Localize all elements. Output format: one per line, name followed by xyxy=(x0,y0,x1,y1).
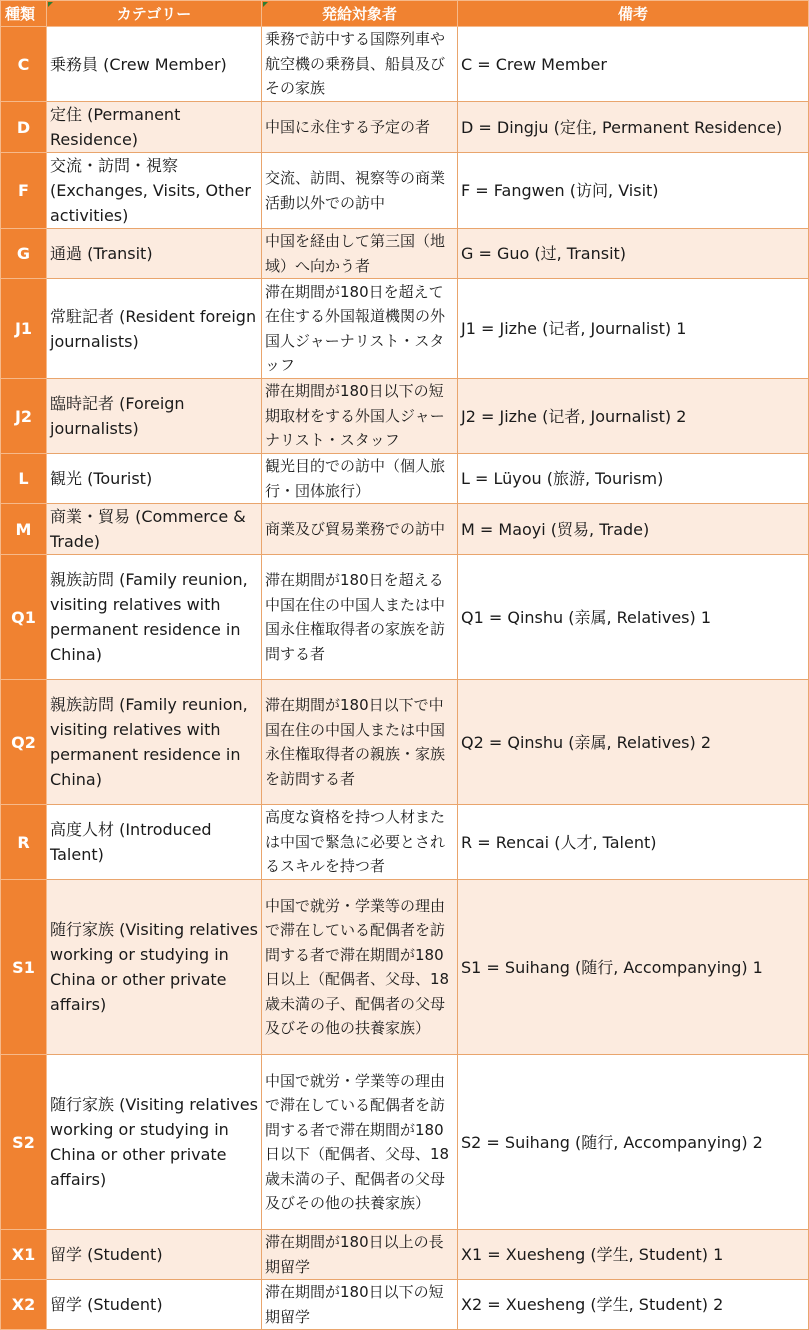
visa-note: L = Lüyou (旅游, Tourism) xyxy=(458,454,809,504)
visa-code: S1 xyxy=(1,880,47,1055)
visa-note: S2 = Suihang (随行, Accompanying) 2 xyxy=(458,1055,809,1230)
table-row xyxy=(1,279,809,379)
table-row xyxy=(1,27,809,102)
visa-target: 中国を経由して第三国（地域）へ向かう者 xyxy=(262,229,458,279)
table-row xyxy=(1,805,809,880)
visa-note: M = Maoyi (贸易, Trade) xyxy=(458,504,809,555)
visa-note: J2 = Jizhe (记者, Journalist) 2 xyxy=(458,379,809,454)
visa-note: D = Dingju (定住, Permanent Residence) xyxy=(458,102,809,153)
cell-marker-icon xyxy=(263,2,268,7)
cell-marker-icon xyxy=(48,2,53,7)
visa-code: X1 xyxy=(1,1230,47,1280)
visa-code: F xyxy=(1,153,47,229)
visa-code: J2 xyxy=(1,379,47,454)
table-row xyxy=(1,1055,809,1230)
visa-code: M xyxy=(1,504,47,555)
visa-note: C = Crew Member xyxy=(458,27,809,102)
visa-target: 滞在期間が180日以上の長期留学 xyxy=(262,1230,458,1280)
visa-target: 交流、訪問、視察等の商業活動以外での訪中 xyxy=(262,153,458,229)
visa-category: 留学 (Student) xyxy=(47,1230,262,1280)
visa-note: X1 = Xuesheng (学生, Student) 1 xyxy=(458,1230,809,1280)
visa-target: 滞在期間が180日以下で中国在住の中国人または中国永住権取得者の親族・家族を訪問する者 xyxy=(262,680,458,805)
visa-category: 高度人材 (Introduced Talent) xyxy=(47,805,262,880)
visa-category: 常駐記者 (Resident foreign journalists) xyxy=(47,279,262,379)
visa-code: R xyxy=(1,805,47,880)
header-note: 備考 xyxy=(458,1,809,27)
table-row xyxy=(1,680,809,805)
table-row xyxy=(1,504,809,555)
visa-category: 定住 (Permanent Residence) xyxy=(47,102,262,153)
table-row xyxy=(1,1230,809,1280)
visa-category: 乗務員 (Crew Member) xyxy=(47,27,262,102)
visa-category: 随行家族 (Visiting relatives working or studying in China or other private affairs) xyxy=(47,1055,262,1230)
visa-code: Q2 xyxy=(1,680,47,805)
visa-target: 観光目的での訪中（個人旅行・団体旅行） xyxy=(262,454,458,504)
visa-code: X2 xyxy=(1,1280,47,1330)
header-target xyxy=(262,1,458,27)
header-category xyxy=(47,1,262,27)
header-category-label: カテゴリー xyxy=(116,5,192,23)
table-row xyxy=(1,102,809,153)
header-target-label: 発給対象者 xyxy=(321,5,397,23)
visa-target: 中国で就労・学業等の理由で滞在している配偶者を訪問する者で滞在期間が180日以下（配偶者、父母、18歳未満の子、配偶者の父母及びその他の扶養家族） xyxy=(262,1055,458,1230)
visa-target: 滞在期間が180日以下の短期取材をする外国人ジャーナリスト・スタッフ xyxy=(262,379,458,454)
visa-category: 臨時記者 (Foreign journalists) xyxy=(47,379,262,454)
table-row xyxy=(1,153,809,229)
visa-category: 留学 (Student) xyxy=(47,1280,262,1330)
visa-target: 商業及び貿易業務での訪中 xyxy=(262,504,458,555)
visa-note: R = Rencai (人才, Talent) xyxy=(458,805,809,880)
visa-code: J1 xyxy=(1,279,47,379)
table-row xyxy=(1,229,809,279)
visa-note: X2 = Xuesheng (学生, Student) 2 xyxy=(458,1280,809,1330)
visa-target: 滞在期間が180日を超える中国在住の中国人または中国永住権取得者の家族を訪問する者 xyxy=(262,555,458,680)
table-row xyxy=(1,880,809,1055)
table-row xyxy=(1,454,809,504)
visa-target: 滞在期間が180日を超えて在住する外国報道機関の外国人ジャーナリスト・スタッフ xyxy=(262,279,458,379)
visa-note: F = Fangwen (访问, Visit) xyxy=(458,153,809,229)
visa-code: G xyxy=(1,229,47,279)
visa-target: 滞在期間が180日以下の短期留学 xyxy=(262,1280,458,1330)
visa-note: J1 = Jizhe (记者, Journalist) 1 xyxy=(458,279,809,379)
visa-note: Q2 = Qinshu (亲属, Relatives) 2 xyxy=(458,680,809,805)
visa-code: S2 xyxy=(1,1055,47,1230)
visa-target: 乗務で訪中する国際列車や航空機の乗務員、船員及びその家族 xyxy=(262,27,458,102)
visa-code: D xyxy=(1,102,47,153)
header-kind: 種類 xyxy=(1,1,47,27)
visa-note: Q1 = Qinshu (亲属, Relatives) 1 xyxy=(458,555,809,680)
visa-category: 随行家族 (Visiting relatives working or studying in China or other private affairs) xyxy=(47,880,262,1055)
visa-target: 中国に永住する予定の者 xyxy=(262,102,458,153)
table-row xyxy=(1,379,809,454)
visa-category: 親族訪問 (Family reunion, visiting relatives with permanent residence in China) xyxy=(47,555,262,680)
table-header-row xyxy=(1,1,809,27)
table-row xyxy=(1,1280,809,1330)
visa-code: L xyxy=(1,454,47,504)
visa-note: G = Guo (过, Transit) xyxy=(458,229,809,279)
visa-target: 高度な資格を持つ人材または中国で緊急に必要とされるスキルを持つ者 xyxy=(262,805,458,880)
visa-category: 通過 (Transit) xyxy=(47,229,262,279)
visa-code: C xyxy=(1,27,47,102)
visa-category: 交流・訪問・視察 (Exchanges, Visits, Other activities) xyxy=(47,153,262,229)
visa-category: 観光 (Tourist) xyxy=(47,454,262,504)
table-row xyxy=(1,555,809,680)
visa-note: S1 = Suihang (随行, Accompanying) 1 xyxy=(458,880,809,1055)
visa-target: 中国で就労・学業等の理由で滞在している配偶者を訪問する者で滞在期間が180日以上（配偶者、父母、18歳未満の子、配偶者の父母及びその他の扶養家族） xyxy=(262,880,458,1055)
visa-category: 商業・貿易 (Commerce & Trade) xyxy=(47,504,262,555)
visa-code: Q1 xyxy=(1,555,47,680)
visa-category: 親族訪問 (Family reunion, visiting relatives with permanent residence in China) xyxy=(47,680,262,805)
